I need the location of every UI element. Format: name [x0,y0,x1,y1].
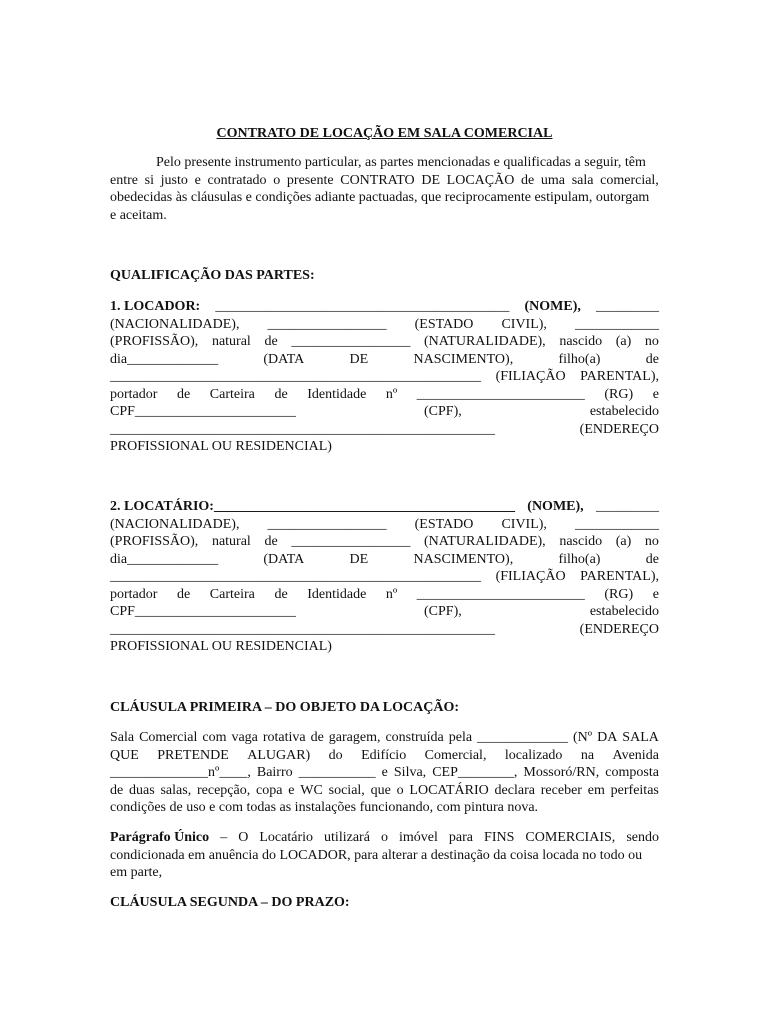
paragrafo-unico [110,829,659,882]
qualificacao-heading: QUALIFICAÇÃO DAS PARTES: [110,268,315,283]
word: vaga [231,730,258,745]
word: de [177,586,191,602]
word: (a) [615,534,632,549]
word: (NACIONALIDADE), [110,316,240,332]
word: _____________ [477,730,569,745]
word: comercial, [600,172,659,188]
word: QUE [110,747,139,763]
word: construída [385,730,444,745]
word: entre [110,172,138,188]
word: receber [540,782,582,798]
word: e aceitam. [110,207,167,223]
clausula-primeira-heading: CLÁUSULA PRIMEIRA – DO OBJETO DA LOCAÇÃO: [110,700,460,715]
word: NASCIMENTO), [413,351,514,367]
word: de [310,730,324,745]
word: em parte, [110,865,163,880]
word: ________________________ [416,586,585,602]
word: nascido [559,534,603,549]
word: pela [448,730,473,745]
word: (RG) [604,586,634,602]
word: (PROFISSÃO), [110,534,199,549]
word: presente [286,172,334,188]
text-line [110,864,659,882]
word: PARENTAL), [580,369,659,384]
word: e [194,172,201,188]
text-line [110,847,659,865]
word: (a) [615,334,632,349]
text-line [110,551,659,569]
word: em [587,782,605,798]
word: Pelo presente instrumento particular, as partes mencionadas e qualificadas a seguir, têm [156,155,646,170]
word: _________________ [267,516,387,532]
clausula-segunda-heading: CLÁUSULA SEGUNDA – DO PRAZO: [110,895,350,910]
word: Comercial [139,730,198,745]
word: salas, [160,782,192,798]
word: Silva, [393,765,427,780]
word: CEP________, [432,765,518,780]
word: estabelecido [589,404,659,419]
word: filho(a) [558,551,601,567]
word: DE [421,172,440,188]
word: CONTRATO [340,172,415,188]
word: ____________ [575,316,659,332]
text-line [110,333,659,351]
text-line [110,498,659,516]
word: e [652,586,659,602]
word: 1. LOCADOR: [110,299,201,314]
word: _________________ [291,534,411,549]
word: _________________ [291,334,411,349]
word: _________ [595,499,659,514]
word: CIVIL), [501,516,547,532]
word: – [220,830,228,845]
locatario-block [110,498,659,656]
word: (FILIAÇÃO [495,369,566,384]
intro-paragraph [110,154,659,224]
word: (Nº [573,730,593,745]
word: de [264,534,278,549]
word: PROFISSIONAL OU RESIDENCIAL) [110,439,332,454]
word: PRETENDE [157,747,229,763]
text-line [110,316,659,334]
word: nascido [559,334,603,349]
word: _______________________________________________________ [110,621,495,637]
word: (DATA [263,351,305,367]
word: Identidade [307,586,367,602]
text-line [110,586,659,604]
word: COMERCIAIS, [525,830,616,845]
text-line [110,747,659,765]
text-line [110,351,659,369]
word: de [264,334,278,349]
word: o [273,172,281,188]
word: FINS [484,830,515,845]
text-line [110,189,659,207]
document-title: CONTRATO DE LOCAÇÃO EM SALA COMERCIAL [216,126,553,141]
word: _____________________________________________________ [110,569,481,584]
word: Mossoró/RN, [523,765,600,780]
word: na [580,747,595,763]
word: _________ [596,299,659,314]
word: ____________ [575,516,659,532]
word: portador [110,586,158,602]
word: PROFISSIONAL OU RESIDENCIAL) [110,639,332,654]
word: condições de uso e com todas as instalações funcionando, com pintura nova. [110,800,539,815]
word: uma [540,172,566,188]
word: perfeitas [610,782,659,798]
text-line [110,621,659,639]
word: para [448,830,473,845]
word: de [274,386,288,402]
word: (NATURALIDADE), [423,534,546,549]
word: o [380,830,388,845]
word: condicionada em anuência do LOCADOR, para alterar a destinação da coisa locada no todo ou [110,847,643,863]
text-line [110,421,659,439]
locador-block [110,298,659,456]
word: (NOME), [527,499,584,514]
word: estabelecido [589,604,659,619]
word: o [396,782,404,798]
word: (ESTADO [414,516,474,532]
word: (NATURALIDADE), [423,334,546,349]
word: DE [349,351,369,367]
word: imóvel [398,830,438,845]
word: DE [349,551,369,567]
text-line [110,172,659,190]
word: ______________nº____, [110,765,251,780]
word: utilizará [324,830,370,845]
word: (RG) [604,386,634,402]
word: (NOME), [524,299,581,314]
word: (PROFISSÃO), [110,334,199,349]
word: no [644,334,659,349]
text-line [110,782,659,800]
word: filho(a) [558,351,601,367]
word: Identidade [307,386,367,402]
word: obedecidas às cláusulas e condições adiante pactuadas, que reciprocamente estipulam, outorgam [110,190,650,205]
word: localizado [504,747,563,763]
word: (DATA [263,551,305,567]
clausula-primeira-text [110,729,659,817]
word: natural [211,534,251,549]
word: sendo [626,830,659,845]
word: (ENDEREÇO [579,421,659,437]
word: de [645,551,659,567]
text-line [110,533,659,551]
word: ________________________ [416,386,585,402]
word: CPF_______________________ [110,604,296,619]
word: ___________ [298,765,376,780]
text-line [110,764,659,782]
text-line [110,638,659,656]
word: natural [211,334,251,349]
word: (CPF), [424,604,462,619]
word: portador [110,386,158,402]
text-line [110,403,659,421]
text-line [110,386,659,404]
word: de [110,782,124,798]
word: (NACIONALIDADE), [110,516,240,532]
text-line [110,298,659,316]
word: nº [385,586,398,602]
word: O [238,830,249,845]
text-line [110,829,659,847]
word: de [177,386,191,402]
text-line [110,154,659,172]
word: Sala [110,730,135,745]
word: (ESTADO [414,316,474,332]
word: e [288,782,295,798]
word: Carteira [209,586,255,602]
word: __________________________________________ [215,299,510,314]
word: Locatário [259,830,314,845]
word: NASCIMENTO), [413,551,514,567]
word: SALA [622,730,659,745]
word: e [381,765,388,780]
word: com [202,730,227,745]
text-line [110,603,659,621]
word: e [652,386,659,402]
word: sala [571,172,594,188]
text-line [110,799,659,817]
text-line [110,368,659,386]
word: PARENTAL), [580,569,659,584]
text-line [110,207,659,225]
word: _____________________________________________________ [110,369,481,384]
word: contratado [207,172,267,188]
word: _______________________________________________________ [110,421,495,437]
word: dia_____________ [110,551,219,567]
text-line [110,729,659,747]
text-line [110,568,659,586]
text-line [110,516,659,534]
word: rotativa [262,730,306,745]
word: CPF_______________________ [110,404,296,419]
word: de [645,351,659,367]
text-line [110,438,659,456]
word: de [274,586,288,602]
word: (ENDEREÇO [579,621,659,637]
word: (FILIAÇÃO [495,569,566,584]
word: Avenida [612,747,659,763]
word: _________________ [267,316,387,332]
word: CIVIL), [501,316,547,332]
word: duas [129,782,155,798]
word: LOCAÇÃO [446,172,515,188]
word: que [370,782,391,798]
word: WC [300,782,323,798]
word: Edifício [361,747,407,763]
word: social, [328,782,365,798]
word: 2. LOCATÁRIO:___________________________________________ [110,499,515,514]
word: ALUGAR) [247,747,311,763]
word: Carteira [209,386,255,402]
word: Bairro [256,765,293,780]
word: de [521,172,535,188]
word: dia_____________ [110,351,219,367]
word: DA [597,730,618,745]
word: (CPF), [424,404,462,419]
word: nº [385,386,398,402]
word: declara [494,782,535,798]
word: no [644,534,659,549]
word: do [328,747,343,763]
word: LOCATÁRIO [409,782,489,798]
word: justo [160,172,188,188]
word: Comercial, [424,747,487,763]
word: copa [256,782,283,798]
word: garagem, [328,730,381,745]
word: si [144,172,154,188]
paragrafo-unico-label: Parágrafo Único [110,830,210,845]
word: composta [605,765,659,780]
word: recepção, [197,782,251,798]
